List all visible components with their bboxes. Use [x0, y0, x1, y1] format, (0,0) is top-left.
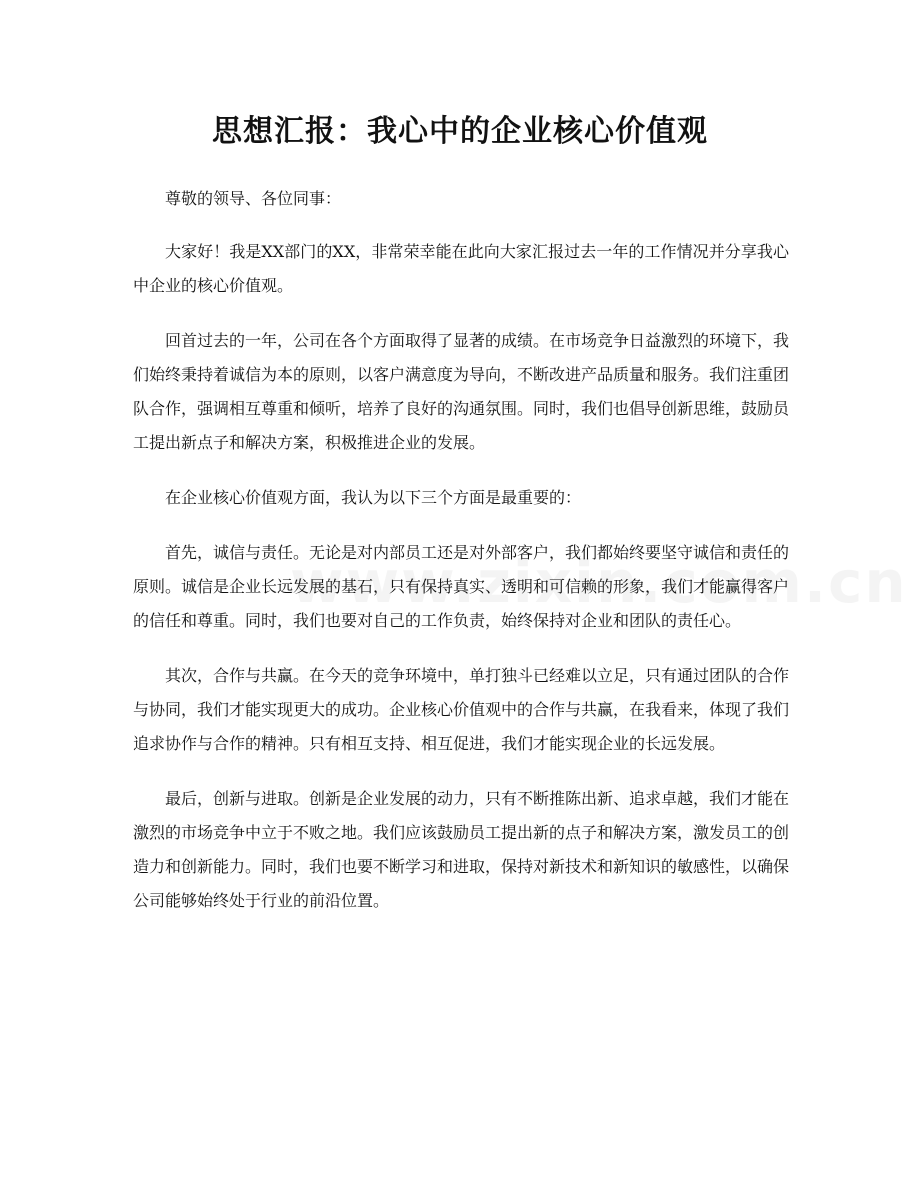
paragraph-intro-values: 在企业核心价值观方面，我认为以下三个方面是最重要的： [165, 488, 582, 507]
paragraph-greeting: 大家好！我是XX部门的XX，非常荣幸能在此向大家汇报过去一年的工作情况并分享我心中企业的核心价值观。 [133, 242, 789, 295]
paragraph-integrity: 首先，诚信与责任。无论是对内部员工还是对外部客户，我们都始终要坚守诚信和责任的原则。诚信是企业长远发展的基石，只有保持真实、透明和可信赖的形象，我们才能赢得客户的信任和尊重。同时，我们也要对自己的工作负责，始终保持对企业和团队的责任心。 [133, 543, 790, 630]
document-body [133, 182, 789, 939]
salutation: 尊敬的领导、各位同事： [165, 189, 342, 208]
paragraph-innovation: 最后，创新与进取。创新是企业发展的动力，只有不断推陈出新、追求卓越，我们才能在激烈的市场竞争中立于不败之地。我们应该鼓励员工提出新的点子和解决方案，激发员工的创造力和创新能力。同时，我们也要不断学习和进取，保持对新技术和新知识的敏感性，以确保公司能够始终处于行业的前沿位置。 [133, 789, 790, 910]
paragraph-review: 回首过去的一年，公司在各个方面取得了显著的成绩。在市场竞争日益激烈的环境下，我们始终秉持着诚信为本的原则，以客户满意度为导向，不断改进产品质量和服务。我们注重团队合作，强调相互尊重和倾听，培养了良好的沟通氛围。同时，我们也倡导创新思维，鼓励员工提出新点子和解决方案，积极推进企业的发展。 [133, 331, 790, 452]
paragraph-cooperation: 其次，合作与共赢。在今天的竞争环境中，单打独斗已经难以立足，只有通过团队的合作与协同，我们才能实现更大的成功。企业核心价值观中的合作与共赢，在我看来，体现了我们追求协作与合作的精神。只有相互支持、相互促进，我们才能实现企业的长远发展。 [133, 666, 790, 753]
document-title: 思想汇报：我心中的企业核心价值观 [212, 114, 708, 149]
